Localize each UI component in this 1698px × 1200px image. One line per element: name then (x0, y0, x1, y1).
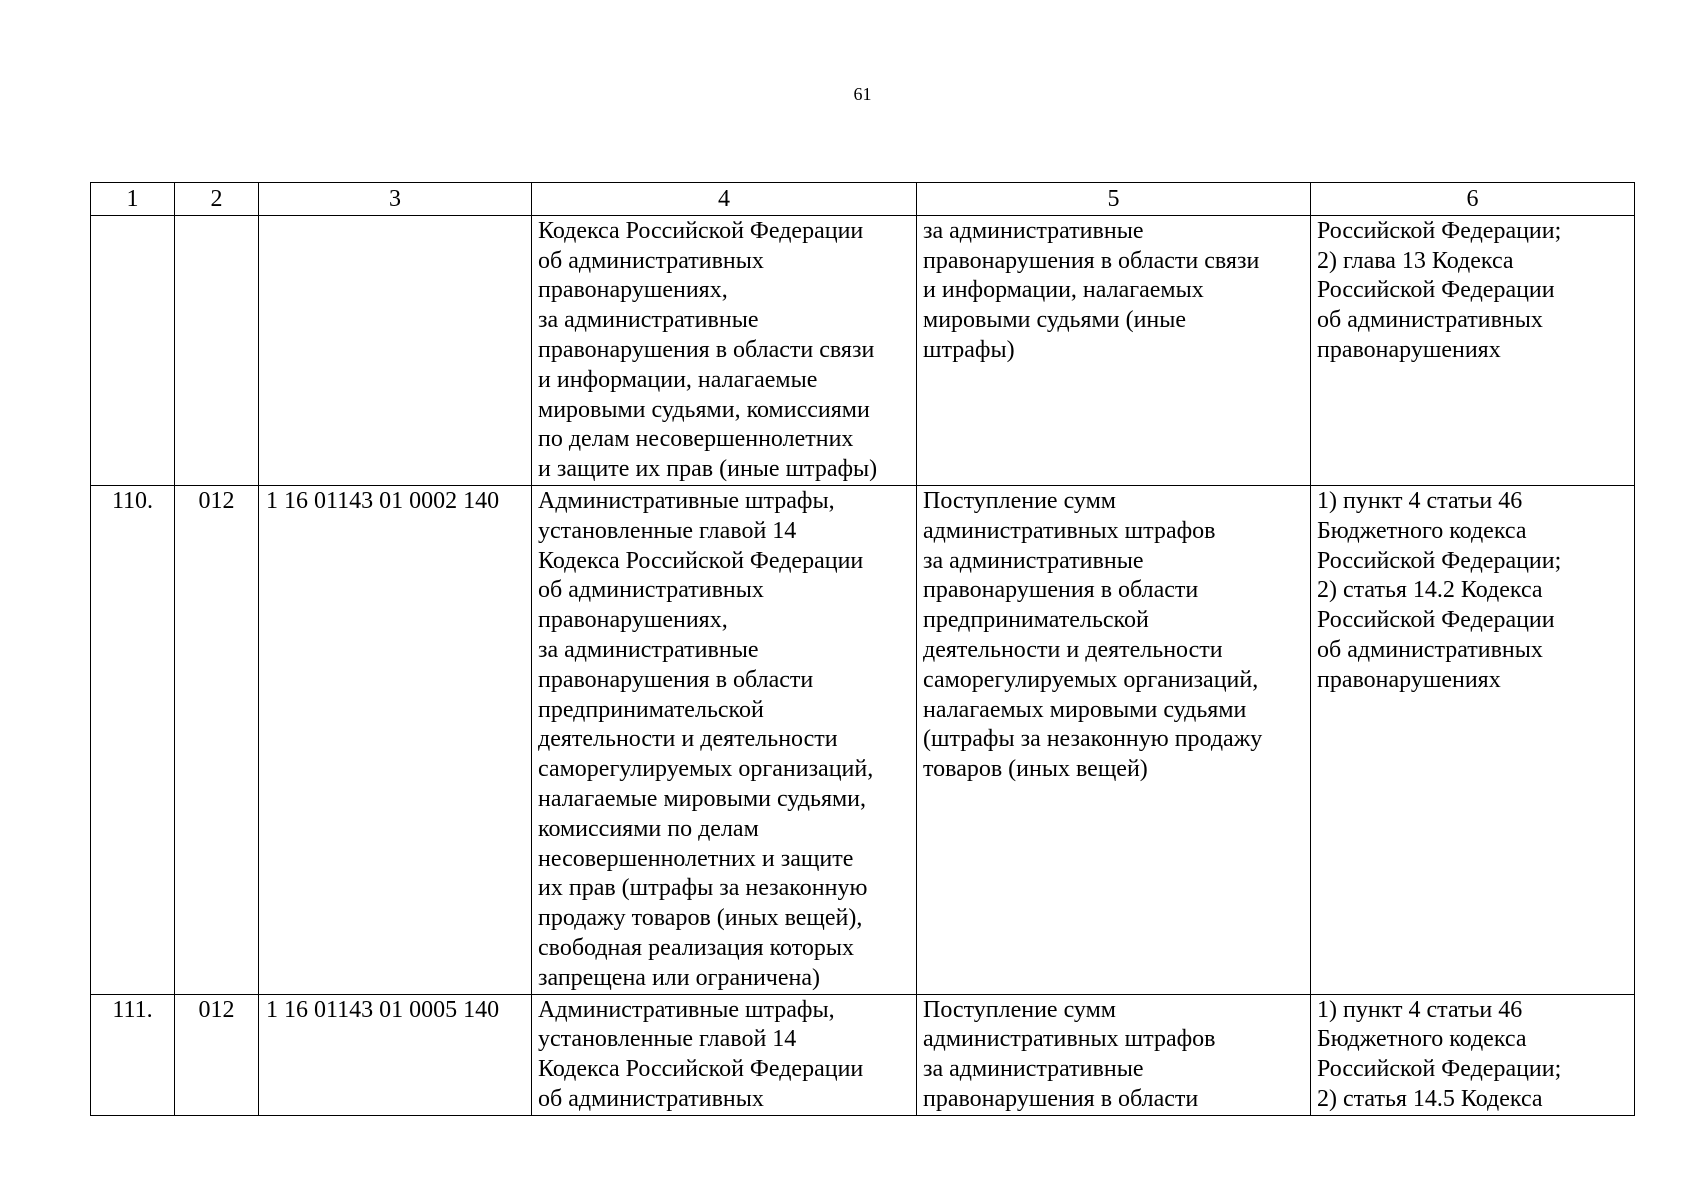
text-line: правонарушениях, (538, 607, 728, 634)
text-line: 2) глава 13 Кодекса (1317, 247, 1514, 274)
text-line: установленные главой 14 (538, 1026, 797, 1053)
text-line: комиссиями по делам (538, 815, 759, 842)
text-line: 1) пункт 4 статьи 46 (1317, 996, 1523, 1023)
text-line: свободная реализация которых (538, 934, 854, 961)
text-line: за административные (923, 1056, 1144, 1083)
text-line: Поступление сумм (923, 487, 1116, 514)
text-line: за административные (923, 547, 1144, 574)
col-header-6: 6 (1311, 183, 1635, 216)
text-line: Кодекса Российской Федерации (538, 547, 864, 574)
text-line: за административные (538, 307, 759, 334)
text-line: мировыми судьями, комиссиями (538, 396, 870, 423)
row-number-cell (91, 215, 175, 485)
text-line: за административные (538, 636, 759, 663)
text-line: по делам несовершеннолетних (538, 426, 854, 453)
text-line: Бюджетного кодекса (1317, 1026, 1527, 1053)
admin-code-cell: 012 (175, 485, 259, 994)
table-row (91, 215, 1635, 485)
page-number: 61 (853, 84, 872, 104)
text-line: Российской Федерации (1317, 607, 1555, 634)
text-line: штрафы) (923, 336, 1015, 363)
col-header-4: 4 (532, 183, 917, 216)
text-line: несовершеннолетних и защите (538, 845, 854, 872)
text-line: (штрафы за незаконную продажу (923, 726, 1263, 753)
col-header-2: 2 (175, 183, 259, 216)
income-description-cell (917, 994, 1311, 1115)
text-line: и информации, налагаемых (923, 277, 1204, 304)
row-number-cell: 111. (91, 994, 175, 1115)
legal-basis-cell (1311, 215, 1635, 485)
text-line: саморегулируемых организаций, (923, 666, 1259, 693)
text-line: об административных (1317, 307, 1543, 334)
text-line: правонарушениях, (538, 277, 728, 304)
text-line: запрещена или ограничена) (538, 964, 820, 991)
text-line: деятельности и деятельности (923, 636, 1223, 663)
text-line: налагаемые мировыми судьями, (538, 785, 867, 812)
table-row (91, 994, 1635, 1115)
text-line: правонарушениях (1317, 666, 1501, 693)
text-line: Кодекса Российской Федерации (538, 217, 864, 244)
text-line: мировыми судьями (иные (923, 307, 1187, 334)
text-line: правонарушения в области связи (538, 336, 875, 363)
text-line: и защите их прав (иные штрафы) (538, 456, 878, 483)
income-name-cell (532, 994, 917, 1115)
income-description-cell (917, 485, 1311, 994)
text-line: Кодекса Российской Федерации (538, 1056, 864, 1083)
text-line: налагаемых мировыми судьями (923, 696, 1247, 723)
budget-code-cell (259, 215, 532, 485)
text-line: и информации, налагаемые (538, 366, 818, 393)
text-line: Административные штрафы, (538, 996, 835, 1023)
col-header-5: 5 (917, 183, 1311, 216)
legal-basis-cell (1311, 485, 1635, 994)
admin-code-cell: 012 (175, 994, 259, 1115)
admin-code-cell (175, 215, 259, 485)
text-line: деятельности и деятельности (538, 726, 838, 753)
text-line: правонарушениях (1317, 336, 1501, 363)
income-description-cell (917, 215, 1311, 485)
row-number-cell: 110. (91, 485, 175, 994)
legal-basis-cell (1311, 994, 1635, 1115)
budget-codes-table (90, 182, 1635, 1116)
text-line: административных штрафов (923, 517, 1216, 544)
text-line: их прав (штрафы за незаконную (538, 875, 868, 902)
text-line: об административных (1317, 636, 1543, 663)
text-line: Административные штрафы, (538, 487, 835, 514)
text-line: Российской Федерации; (1317, 547, 1562, 574)
text-line: административных штрафов (923, 1026, 1216, 1053)
budget-code-cell: 1 16 01143 01 0005 140 (259, 994, 532, 1115)
text-line: Поступление сумм (923, 996, 1116, 1023)
text-line: об административных (538, 577, 764, 604)
text-line: предпринимательской (538, 696, 764, 723)
income-name-cell (532, 215, 917, 485)
text-line: Бюджетного кодекса (1317, 517, 1527, 544)
text-line: саморегулируемых организаций, (538, 756, 874, 783)
text-line: об административных (538, 247, 764, 274)
text-line: за административные (923, 217, 1144, 244)
text-line: правонарушения в области (538, 666, 814, 693)
text-line: правонарушения в области связи (923, 247, 1260, 274)
text-line: установленные главой 14 (538, 517, 797, 544)
text-line: Российской Федерации (1317, 277, 1555, 304)
col-header-3: 3 (259, 183, 532, 216)
income-name-cell (532, 485, 917, 994)
text-line: товаров (иных вещей) (923, 756, 1148, 783)
header-row (91, 183, 1635, 216)
text-line: предпринимательской (923, 607, 1149, 634)
text-line: правонарушения в области (923, 577, 1199, 604)
text-line: Российской Федерации; (1317, 217, 1562, 244)
budget-code-cell: 1 16 01143 01 0002 140 (259, 485, 532, 994)
text-line: продажу товаров (иных вещей), (538, 905, 863, 932)
text-line: 2) статья 14.5 Кодекса (1317, 1085, 1543, 1112)
text-line: об административных (538, 1085, 764, 1112)
text-line: 1) пункт 4 статьи 46 (1317, 487, 1523, 514)
col-header-1: 1 (91, 183, 175, 216)
text-line: 2) статья 14.2 Кодекса (1317, 577, 1543, 604)
table-row (91, 485, 1635, 994)
text-line: Российской Федерации; (1317, 1056, 1562, 1083)
text-line: правонарушения в области (923, 1085, 1199, 1112)
